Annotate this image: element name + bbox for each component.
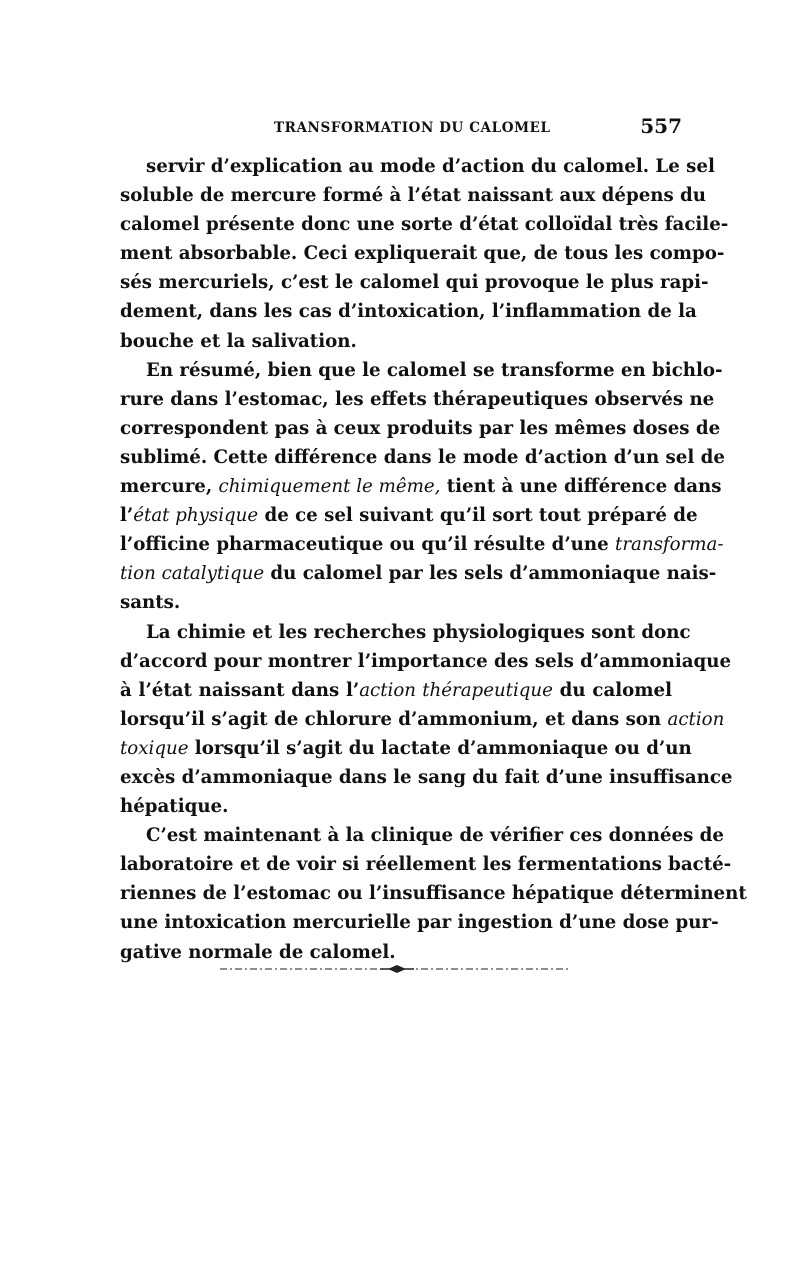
text-line bbox=[120, 588, 672, 617]
text-line bbox=[120, 356, 723, 385]
text-run: sants. bbox=[120, 592, 181, 614]
text-run: du calomel bbox=[552, 679, 672, 701]
paragraph bbox=[120, 618, 733, 822]
text-run: excès d’ammoniaque dans le sang du fait d’une insuffisance bbox=[120, 766, 733, 788]
text-run: calomel présente donc une sorte d’état colloïdal très facile- bbox=[120, 214, 729, 236]
text-line bbox=[120, 763, 733, 792]
text-run: mercure, bbox=[120, 476, 219, 498]
italic-text: état physique bbox=[133, 505, 259, 527]
text-run: lorsqu’il s’agit de chlorure d’ammonium, et dans son bbox=[120, 708, 668, 730]
paragraph bbox=[120, 356, 725, 618]
text-run: C’est maintenant à la clinique de vérifier ces données de bbox=[146, 825, 724, 847]
italic-text: transforma- bbox=[615, 534, 724, 556]
text-line bbox=[120, 908, 719, 937]
italic-text: action thérapeutique bbox=[359, 679, 553, 701]
text-line bbox=[120, 530, 724, 559]
paragraph bbox=[120, 821, 747, 966]
text-line bbox=[120, 559, 717, 588]
paragraph bbox=[120, 152, 729, 356]
text-line bbox=[120, 676, 672, 705]
page-number: 557 bbox=[640, 114, 682, 138]
italic-text: toxique bbox=[120, 737, 189, 759]
text-run: l’ bbox=[120, 505, 134, 527]
text-line bbox=[120, 821, 724, 850]
italic-text: tion catalytique bbox=[120, 563, 265, 585]
text-line bbox=[120, 792, 672, 821]
text-run: d’accord pour montrer l’importance des sels d’ammoniaque bbox=[120, 650, 732, 672]
text-run: sés mercuriels, c’est le calomel qui provoque le plus rapi- bbox=[120, 272, 709, 294]
text-run: à l’état naissant dans l’ bbox=[120, 679, 360, 701]
text-line bbox=[120, 647, 732, 676]
text-run: soluble de mercure formé à l’état naissant aux dépens du bbox=[120, 185, 706, 207]
text-run: bouche et la salivation. bbox=[120, 330, 357, 352]
text-run: du calomel par les sels d’ammoniaque nais- bbox=[264, 563, 717, 585]
text-run: tient à une différence dans bbox=[440, 476, 722, 498]
dash-rule-with-diamond-ornament-icon bbox=[220, 958, 570, 978]
text-run: servir d’explication au mode d’action du calomel. Le sel bbox=[146, 156, 715, 177]
text-line bbox=[120, 181, 706, 210]
text-line bbox=[120, 734, 692, 763]
text-run: rure dans l’estomac, les effets thérapeutiques observés ne bbox=[120, 388, 715, 410]
text-run: laboratoire et de voir si réellement les fermentations bacté- bbox=[120, 854, 732, 876]
text-line bbox=[120, 297, 697, 326]
italic-text: action bbox=[667, 708, 725, 730]
text-run: gative normale de calomel. bbox=[120, 941, 396, 963]
text-run: dement, dans les cas d’intoxication, l’inflammation de la bbox=[120, 301, 697, 323]
page-header bbox=[120, 114, 682, 144]
text-line bbox=[120, 239, 725, 268]
text-line bbox=[120, 879, 747, 908]
text-line bbox=[120, 443, 725, 472]
text-run: riennes de l’estomac ou l’insuffisance hépatique déterminent bbox=[120, 883, 747, 905]
running-title: TRANSFORMATION DU CALOMEL bbox=[274, 120, 551, 136]
text-line bbox=[120, 850, 732, 879]
text-line bbox=[120, 501, 698, 530]
text-line bbox=[120, 268, 709, 297]
text-line bbox=[120, 327, 672, 356]
text-line bbox=[120, 618, 691, 647]
text-line bbox=[120, 210, 729, 239]
text-line bbox=[120, 414, 721, 443]
text-run: sublimé. Cette différence dans le mode d’action d’un sel de bbox=[120, 446, 725, 468]
text-run: La chimie et les recherches physiologiques sont donc bbox=[146, 621, 691, 643]
text-run: ment absorbable. Ceci expliquerait que, de tous les compo- bbox=[120, 243, 725, 265]
text-run: une intoxication mercurielle par ingestion d’une dose pur- bbox=[120, 912, 719, 934]
italic-text: chimiquement le même, bbox=[218, 476, 441, 498]
text-line bbox=[120, 152, 715, 181]
text-line bbox=[120, 385, 715, 414]
text-line bbox=[120, 705, 725, 734]
text-run: lorsqu’il s’agit du lactate d’ammoniaque ou d’un bbox=[188, 737, 692, 759]
text-run: hépatique. bbox=[120, 796, 229, 818]
text-run: En résumé, bien que le calomel se transforme en bichlo- bbox=[146, 359, 723, 381]
text-line bbox=[120, 472, 722, 501]
text-run: l’officine pharmaceutique ou qu’il résulte d’une bbox=[120, 534, 616, 556]
body-text bbox=[120, 152, 747, 967]
text-run: de ce sel suivant qu’il sort tout préparé de bbox=[258, 505, 698, 527]
text-run: correspondent pas à ceux produits par les mêmes doses de bbox=[120, 417, 721, 439]
